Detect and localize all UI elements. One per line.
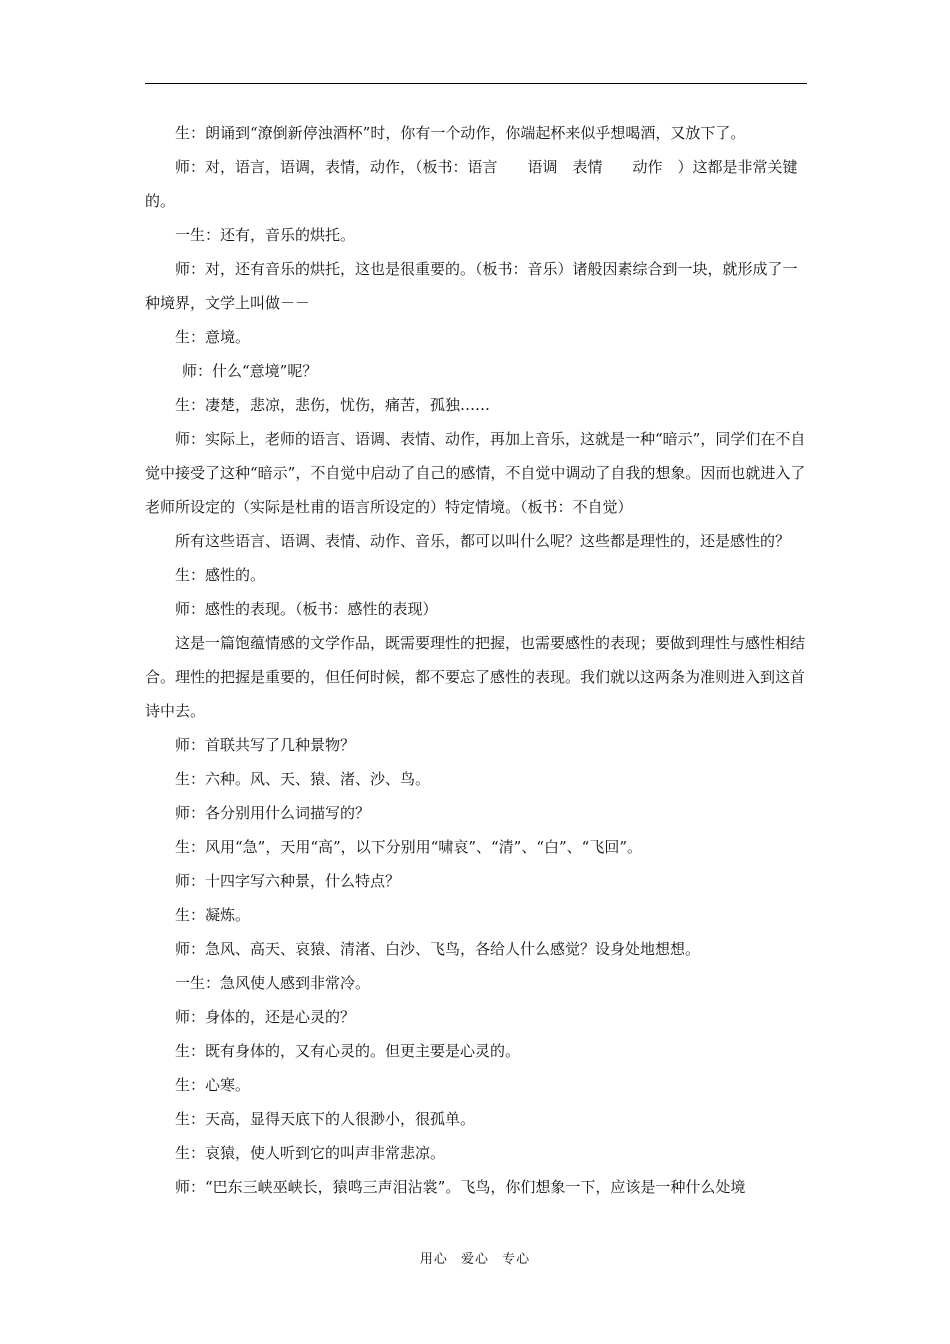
paragraph: 生：心寒。 xyxy=(175,1076,251,1094)
footer-item: 专心 xyxy=(502,1252,531,1267)
page-footer xyxy=(0,1248,950,1267)
paragraph: 这是一篇饱蕴情感的文学作品，既需要理性的把握，也需要感性的表现；要做到理性与感性相结合。理性的把握是重要的，但任何时候，都不要忘了感性的表现。我们就以这两条为准则进入到这首诗中去。 xyxy=(145,634,806,720)
footer-item: 爱心 xyxy=(460,1252,489,1267)
footer-item: 用心 xyxy=(419,1252,448,1267)
paragraph: 师：身体的，还是心灵的？ xyxy=(175,1008,356,1026)
paragraph: 师：各分别用什么词描写的？ xyxy=(175,804,371,822)
paragraph: 师：十四字写六种景，什么特点？ xyxy=(175,872,401,890)
paragraph: 生：既有身体的，又有心灵的。但更主要是心灵的。 xyxy=(175,1042,521,1060)
paragraph: 生：凄楚，悲凉，悲伤，忧伤，痛苦，孤独…… xyxy=(175,396,491,414)
paragraph: 生：朗诵到“潦倒新停浊酒杯”时，你有一个动作，你端起杯来似乎想喝酒，又放下了。 xyxy=(175,124,746,142)
paragraph: 师：什么“意境”呢？ xyxy=(182,362,318,380)
paragraph: 师：急风、高天、哀猿、清渚、白沙、飞鸟，各给人什么感觉？设身处地想想。 xyxy=(175,940,701,958)
paragraph: 师：“巴东三峡巫峡长，猿鸣三声泪沾裳”。飞鸟，你们想象一下，应该是一种什么处境 xyxy=(175,1178,746,1196)
paragraph: 生：六种。风、天、猿、渚、沙、鸟。 xyxy=(175,770,431,788)
paragraph: 师：对，还有音乐的烘托，这也是很重要的。（板书：音乐）诸般因素综合到一块，就形成了一种境界，文学上叫做－－ xyxy=(145,260,798,312)
paragraph: 师：感性的表现。（板书：感性的表现） xyxy=(175,600,438,618)
paragraph: 所有这些语言、语调、表情、动作、音乐，都可以叫什么呢？这些都是理性的，还是感性的？ xyxy=(175,532,791,550)
document-body xyxy=(145,116,807,1204)
paragraph: 一生：还有，音乐的烘托。 xyxy=(175,226,356,244)
paragraph: 师：首联共写了几种景物？ xyxy=(175,736,356,754)
paragraph: 生：哀猿，使人听到它的叫声非常悲凉。 xyxy=(175,1144,446,1162)
paragraph: 生：感性的。 xyxy=(175,566,266,584)
paragraph: 生：风用“急”，天用“高”，以下分别用“啸哀”、“清”、“白”、“飞回”。 xyxy=(175,838,643,856)
paragraph: 生：天高，显得天底下的人很渺小，很孤单。 xyxy=(175,1110,476,1128)
paragraph: 师：对，语言，语调，表情，动作，（板书：语言 语调 表情 动作 ）这都是非常关键的。 xyxy=(145,158,798,210)
paragraph: 一生：急风使人感到非常冷。 xyxy=(175,974,371,992)
paragraph: 生：凝炼。 xyxy=(175,906,251,924)
paragraph: 师：实际上，老师的语言、语调、表情、动作，再加上音乐，这就是一种“暗示”，同学们在不自觉中接受了这种“暗示”，不自觉中启动了自己的感情，不自觉中调动了自我的想象。因而也就进入了老师所设定的（实际是杜甫的语言所设定的）特定情境。（板书：不自觉） xyxy=(145,430,806,516)
header-rule xyxy=(145,83,807,84)
paragraph: 生：意境。 xyxy=(175,328,251,346)
